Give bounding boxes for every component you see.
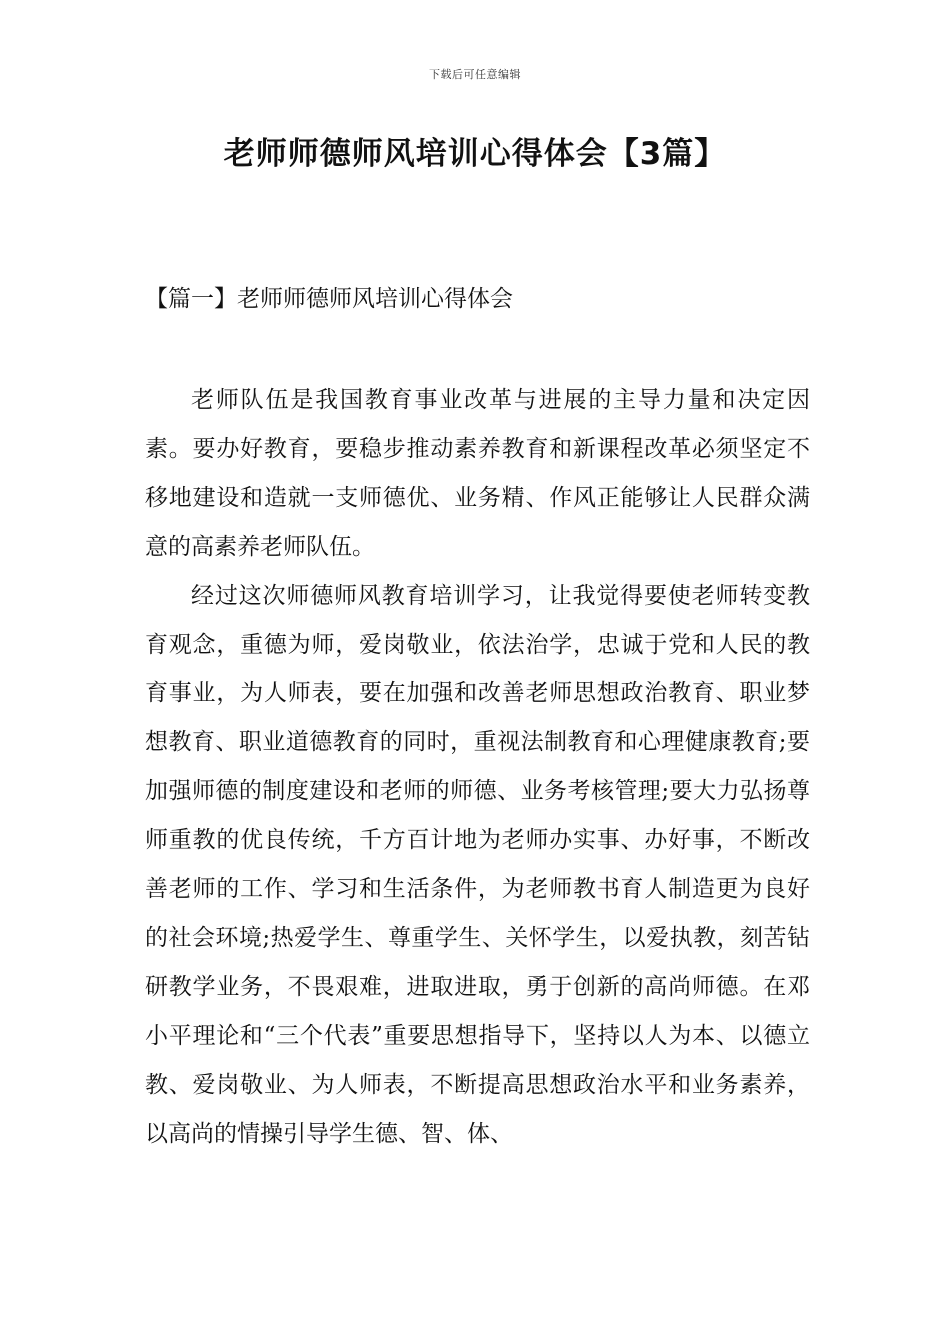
paragraph-2: 经过这次师德师风教育培训学习，让我觉得要使老师转变教育观念，重德为师，爱岗敬业，依法治学，忠诚于党和人民的教育事业，为人师表，要在加强和改善老师思想政治教育、职业梦想教育、职业道德教育的同时，重视法制教育和心理健康教育;要加强师德的制度建设和老师的师德、业务考核管理;要大力弘扬尊师重教的优良传统，千方百计地为老师办实事、办好事，不断改善老师的工作、学习和生活条件，为老师教书育人制造更为良好的社会环境;热爱学生、尊重学生、关怀学生，以爱执教，刻苦钻研教学业务，不畏艰难，进取进取，勇于创新的高尚师德。在邓小平理论和“三个代表”重要思想指导下，坚持以人为本、以德立教、爱岗敬业、为人师表，不断提高思想政治水平和业务素养，以高尚的情操引导学生德、智、体、 — [145, 582, 810, 1147]
document-body — [145, 376, 810, 1159]
document-title: 老师师德师风培训心得体会【3篇】 — [223, 136, 727, 172]
paragraph-1: 老师队伍是我国教育事业改革与进展的主导力量和决定因素。要办好教育，要稳步推动素养教育和新课程改革必须坚定不移地建设和造就一支师德优、业务精、作风正能够让人民群众满意的高素养老师队伍。 — [145, 387, 810, 560]
page-header-note: 下载后可任意编辑 — [429, 68, 521, 81]
section-heading: 【篇一】老师师德师风培训心得体会 — [145, 286, 513, 312]
